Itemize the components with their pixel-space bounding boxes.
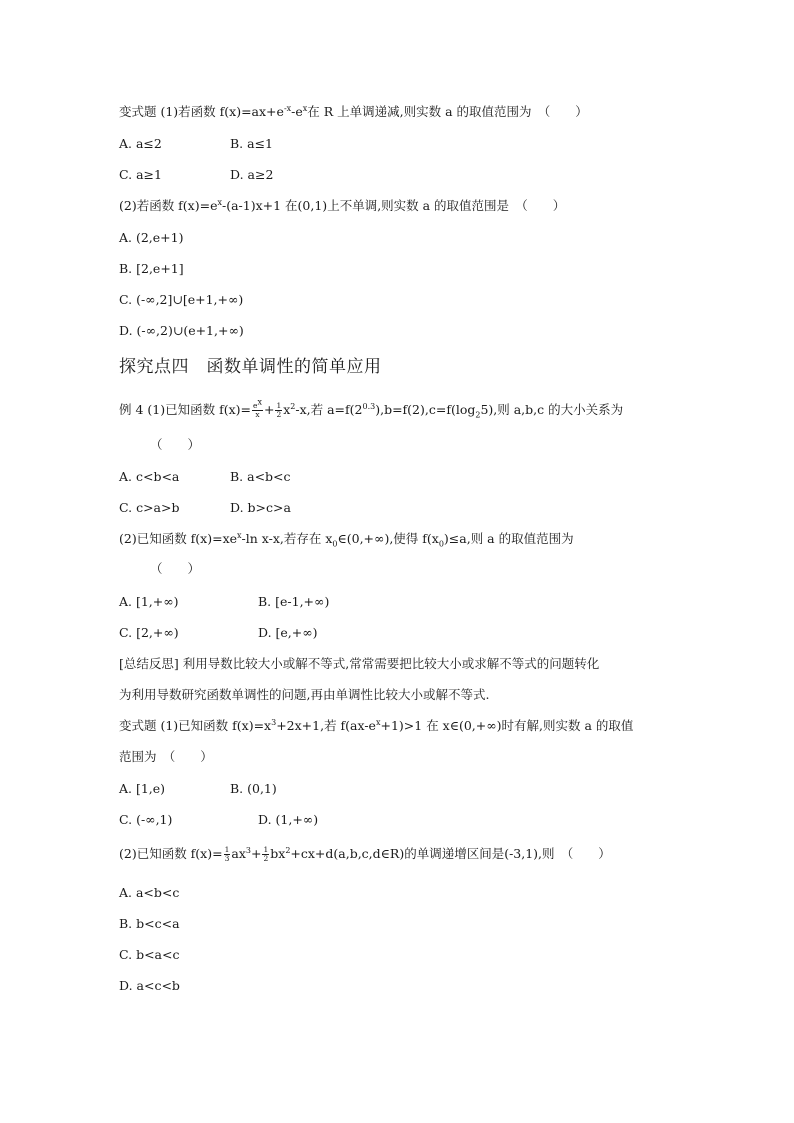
example4-q1-option-c: C. c>a>b (119, 500, 180, 515)
variant1-q1-option-a: A. a≤2 (119, 136, 162, 151)
variant2-q1-option-d: D. (1,+∞) (258, 812, 319, 827)
summary-line-2: 为利用导数研究函数单调性的问题,再由单调性比较大小或解不等式. (119, 687, 490, 702)
variant2-q2-option-b: B. b<c<a (119, 916, 180, 931)
variant2-q1-stem: 变式题 (1)已知函数 $f(x)=x^3+2x+1$,若 $f(ax-e^x+1)>1$ 在 x∈(0,+∞)时有解,则实数 a 的取值 (119, 717, 634, 733)
example4-q1-option-a: A. c<b<a (119, 469, 180, 484)
example4-q1-answer-paren: （ ） (150, 437, 201, 452)
variant1-q1-option-b: B. a≤1 (230, 136, 274, 151)
section-heading: 探究点四 函数单调性的简单应用 (119, 357, 382, 377)
variant2-q2-stem: (2)已知函数 f(x)= $\frac{1}{3}$ $ax^3+$ $\frac{1}{2}$ $bx^2+cx+d(a,b,c,d\in R)$的单调递增区间是(-3,1),则 （ ） (119, 845, 611, 863)
example4-q2-stem: (2)已知函数 $f(x)=xe^x-\ln$ x-x,若存在 $x_0\in(0,+\infty)$,使得 $f(x_0)\le a$,则 a 的取值范围为 (119, 530, 574, 549)
example4-q2-option-a: A. [1,+∞) (119, 594, 179, 609)
variant1-q2-option-a: A. (2,e+1) (119, 230, 184, 245)
example4-q1-stem: 例 4 (1)已知函数 f(x)= $\frac{e^x}{x}$ + $\frac{1}{2}$ $x^2-x$,若 $a=f(2^{0.3}),b=f(2),c=f(\log_25)$,则 a,b,c 的大小关系为 (119, 397, 624, 420)
fraction-one-third: $\frac{1}{3}$ (224, 845, 230, 863)
example4-q2-option-c: C. [2,+∞) (119, 625, 179, 640)
variant1-q1-stem: 变式题 (1)若函数 $f(x)=ax+e^{-x}-e^x$在 R 上单调递减,则实数 a 的取值范围为 （ ） (119, 103, 588, 119)
variant2-q2-option-d: D. a<c<b (119, 978, 180, 993)
variant2-q2-option-a: A. a<b<c (119, 885, 180, 900)
variant1-q1-option-c: C. a≥1 (119, 167, 162, 182)
variant2-q1-stem-line2: 范围为 （ ） (119, 749, 213, 764)
variant1-q2-option-b: B. [2,e+1] (119, 261, 184, 276)
example4-q2-answer-paren: （ ） (150, 561, 201, 576)
example4-q1-option-b: B. a<b<c (230, 469, 291, 484)
variant2-q1-option-b: B. (0,1) (230, 781, 277, 796)
variant2-q1-option-c: C. (-∞,1) (119, 812, 173, 827)
variant2-q2-option-c: C. b<a<c (119, 947, 180, 962)
variant1-q2-option-c: C. (-∞,2]∪[e+1,+∞) (119, 292, 244, 307)
fraction-ex-over-x: $\frac{e^x}{x}$ (252, 397, 262, 419)
example4-q1-option-d: D. b>c>a (230, 500, 291, 515)
summary-line-1: [总结反思] 利用导数比较大小或解不等式,常常需要把比较大小或求解不等式的问题转化 (119, 656, 600, 671)
fraction-one-half-2: $\frac{1}{2}$ (263, 845, 269, 863)
example4-q2-option-d: D. [e,+∞) (258, 625, 318, 640)
example4-q2-option-b: B. [e-1,+∞) (258, 594, 330, 609)
variant1-q2-option-d: D. (-∞,2)∪(e+1,+∞) (119, 323, 244, 338)
variant1-q2-stem: (2)若函数 $f(x)=e^x-(a-1)x+1$ 在(0,1)上不单调,则实数 a 的取值范围是 （ ） (119, 197, 566, 213)
fraction-one-half: $\frac{1}{2}$ (276, 401, 282, 419)
variant1-q1-option-d: D. a≥2 (230, 167, 274, 182)
variant2-q1-option-a: A. [1,e) (119, 781, 166, 796)
